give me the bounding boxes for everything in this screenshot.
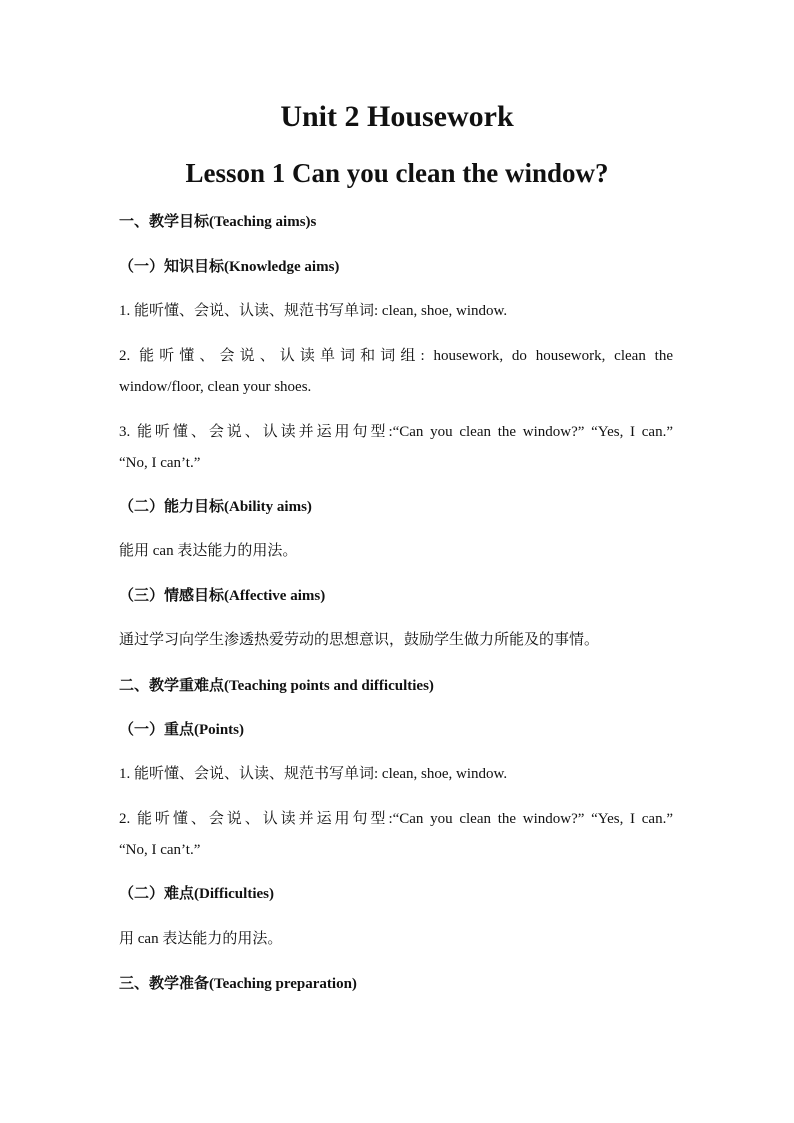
document-title: Unit 2 Housework xyxy=(280,100,514,133)
subsection-heading-ability-aims: （二）能力目标(Ability aims) xyxy=(119,499,312,515)
subsection-heading-difficulties: （二）难点(Difficulties) xyxy=(119,886,274,902)
knowledge-aim-2-line1: 2. 能听懂、会说、认读单词和词组: housework, do housework, clean the xyxy=(119,348,673,364)
subsection-heading-knowledge-aims: （一）知识目标(Knowledge aims) xyxy=(119,259,340,275)
affective-aim: 通过学习向学生渗透热爱劳动的思想意识，鼓励学生做力所能及的事情。 xyxy=(119,632,600,648)
knowledge-aim-1: 1. 能听懂、会说、认读、规范书写单词: clean, shoe, window. xyxy=(119,303,508,319)
point-2-line1: 2. 能听懂、会说、认读并运用句型:“Can you clean the window?” “Yes, I can.” xyxy=(119,811,673,827)
ability-aim: 能用 can 表达能力的用法。 xyxy=(119,543,298,559)
section-heading-teaching-preparation: 三、教学准备(Teaching preparation) xyxy=(119,976,357,992)
knowledge-aim-2-line2: window/floor, clean your shoes. xyxy=(119,379,312,395)
subsection-heading-affective-aims: （三）情感目标(Affective aims) xyxy=(119,588,326,604)
difficulty: 用 can 表达能力的用法。 xyxy=(119,931,283,947)
knowledge-aim-3-line1: 3. 能听懂、会说、认读并运用句型:“Can you clean the window?” “Yes, I can.” xyxy=(119,424,673,440)
point-2-line2: “No, I can’t.” xyxy=(119,842,201,858)
knowledge-aim-3-line2: “No, I can’t.” xyxy=(119,455,201,471)
point-1: 1. 能听懂、会说、认读、规范书写单词: clean, shoe, window. xyxy=(119,766,508,782)
section-heading-teaching-aims: 一、教学目标(Teaching aims)s xyxy=(119,214,317,230)
section-heading-teaching-points: 二、教学重难点(Teaching points and difficulties) xyxy=(119,678,434,694)
lesson-title: Lesson 1 Can you clean the window? xyxy=(185,158,609,188)
subsection-heading-points: （一）重点(Points) xyxy=(119,722,244,738)
